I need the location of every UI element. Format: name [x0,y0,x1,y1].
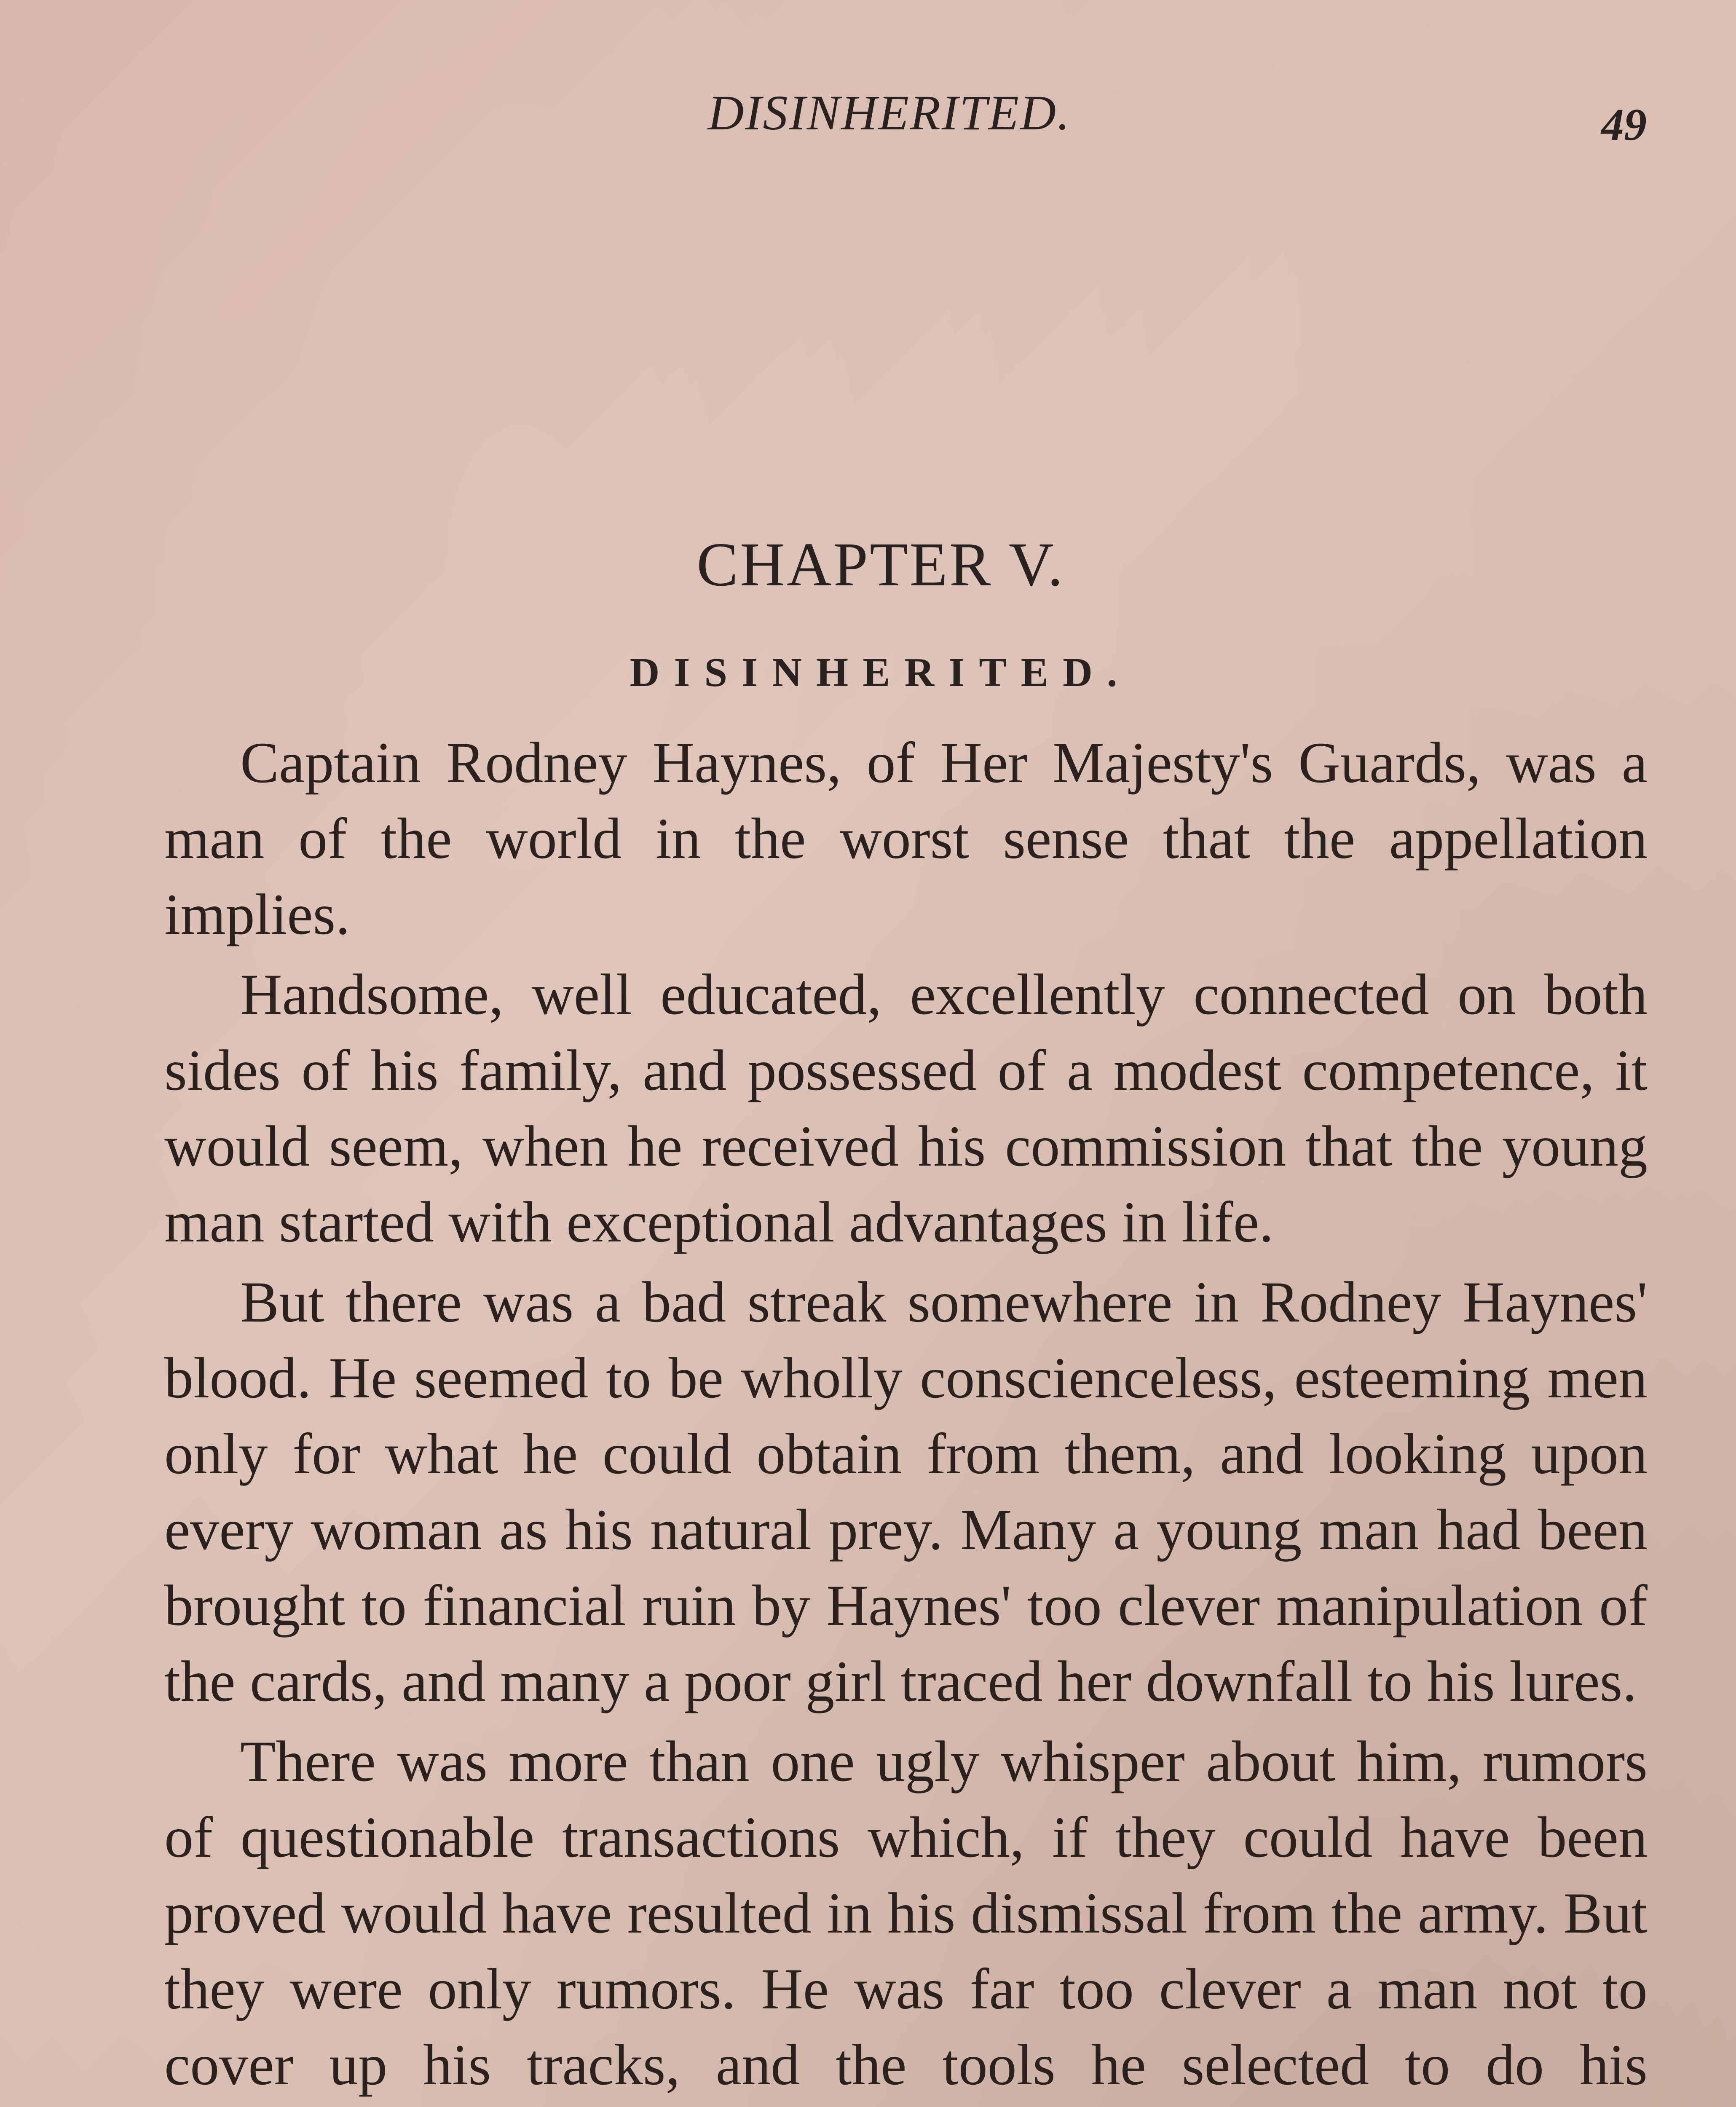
paragraph: Handsome, well educated, excellently connected on both sides of his family, and possessed of a modest competence, it would seem, when he received his commission that the young man started with exceptional advantages in life. [164,962,1648,1254]
paragraph: But there was a bad streak somewhere in Rodney Haynes' blood. He seemed to be wholly conscienceless, esteeming men only for what he could obtain from them, and looking upon every woman as his natural prey. Many a young man had been brought to financial ruin by Haynes' too clever manipulation of the cards, and many a poor girl traced her downfall to his lures. [164,1270,1648,1713]
page-number: 49 [1601,100,1647,150]
chapter-title: CHAPTER V. [697,530,1065,599]
running-head: DISINHERITED. [708,85,1071,140]
paragraph: There was more than one ugly whisper about him, rumors of questionable transactions which, if they could have been proved would have resulted in his dismissal from the army. But they were only rumors. He was far too clever a man not to cover up his tracks, and the tools he selected to do his [164,1729,1648,2097]
body-text [164,725,1648,2107]
chapter-subtitle: DISINHERITED. [630,650,1132,695]
paragraph: Captain Rodney Haynes, of Her Majesty's Guards, was a man of the world in the worst sense that the appellation implies. [164,730,1648,946]
